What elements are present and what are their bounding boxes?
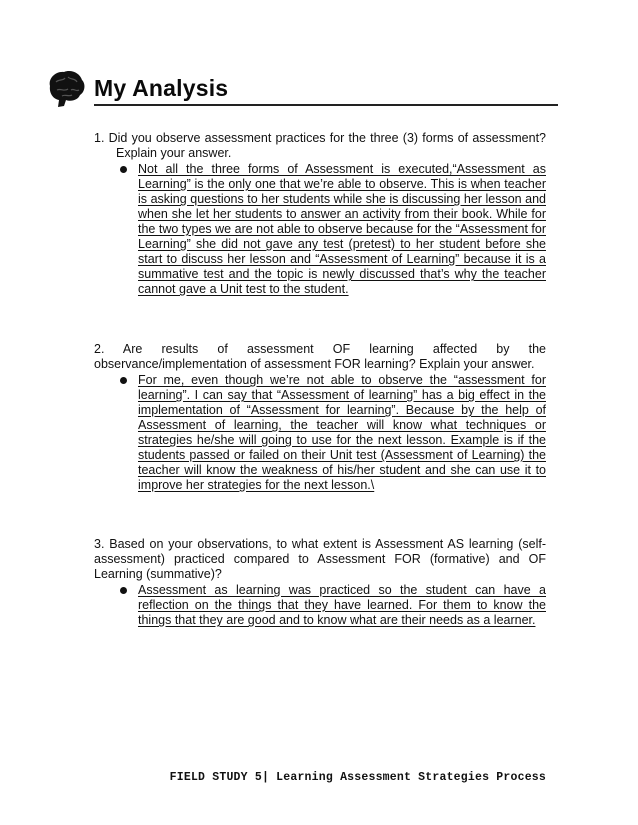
- question-2-answer-item: [94, 373, 546, 493]
- page-title: My Analysis: [94, 75, 229, 101]
- page-footer: FIELD STUDY 5| Learning Assessment Strategies Process: [169, 771, 546, 784]
- question-3-answer-item: [94, 583, 546, 628]
- question-1-prompt: 1. Did you observe assessment practices for the three (3) forms of assessment? Explain your answer.: [94, 131, 546, 160]
- heading-underline: [94, 104, 558, 106]
- question-3-answer: Assessment as learning was practiced so the student can have a reflection on the things that they have learned. For them to know the things that they are good and to know what are their needs as a learner.: [138, 583, 546, 627]
- question-3-prompt: 3. Based on your observations, to what extent is Assessment AS learning (self-assessment) practiced compared to Assessment FOR (formative) and OF Learning (summative)?: [94, 537, 546, 581]
- question-1: [94, 131, 546, 297]
- question-2: [94, 342, 546, 493]
- brain-icon: [44, 66, 88, 110]
- bullet-icon: [120, 377, 127, 384]
- section-heading: [44, 66, 558, 108]
- question-2-prompt: 2. Are results of assessment OF learning affected by the observance/implementation of assessment FOR learning? Explain your answer.: [94, 342, 546, 371]
- bullet-icon: [120, 166, 127, 173]
- bullet-icon: [120, 587, 127, 594]
- question-1-answer: Not all the three forms of Assessment is executed,“Assessment as Learning” is the only one that we’re able to observe. This is when teacher is asking questions to her students while she is discussing her lesson and when she let her students to answer an activity from their book. While for the two types we are not able to observe because for the “Assessment for Learning” she did not gave any test (pretest) to her student before she start to discuss her lesson and “Assessment of Learning” because it is a summative test and the topic is newly discussed that’s why the teacher cannot gave a Unit test to the student.: [138, 162, 546, 296]
- question-2-answer: For me, even though we’re not able to observe the “assessment for learning”. I can say that “Assessment of learning” has a big effect in the implementation of “Assessment for learning”. Because by the help of Assessment of learning, the teacher will know what techniques or strategies he/she will going to use for the next lesson. Example is if the students passed or failed on their Unit test (Assessment of Learning) the teacher will know the weakness of his/her student and she can use it to improve her strategies for the next lesson.\: [138, 373, 546, 492]
- question-3: [94, 537, 546, 628]
- question-1-answer-item: [94, 162, 546, 297]
